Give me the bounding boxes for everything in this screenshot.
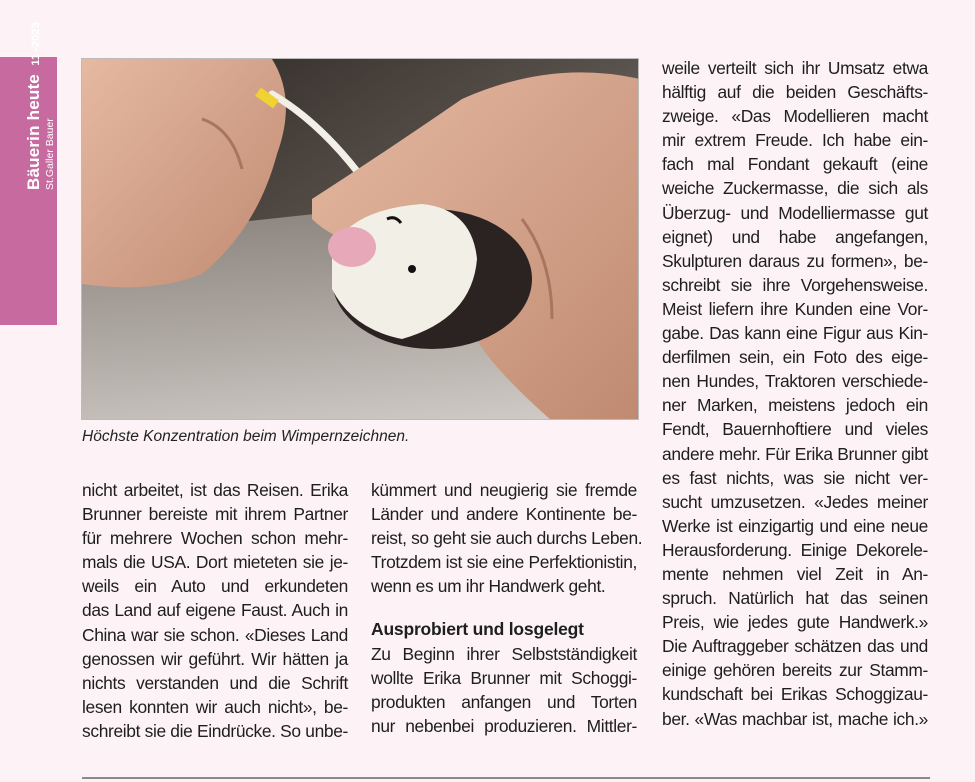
- text-line: zweige. «Das Modellieren macht: [662, 106, 928, 127]
- text-line: für mehrere Wochen schon mehr-: [82, 528, 348, 549]
- text-line: Herausforderung. Einige Dekorele-: [662, 539, 928, 560]
- text-line: hälftig auf die beiden Geschäfts-: [662, 82, 928, 103]
- text-line: produkten anfangen und Torten: [371, 691, 637, 712]
- text-line: mente nehmen viel Zeit in An-: [662, 563, 928, 584]
- text-column-2: [371, 478, 643, 738]
- text-line: mir extrem Freude. Ich habe ein-: [662, 130, 928, 151]
- text-line: nen Hundes, Traktoren verschiede-: [662, 371, 928, 392]
- text-line: wollte Erika Brunner mit Schoggi-: [371, 667, 637, 688]
- text-line: derfilmen sein, ein Foto des eige-: [662, 347, 928, 368]
- text-line: kundschaft bei Erikas Schoggizau-: [662, 684, 928, 705]
- bottom-rule: [82, 777, 930, 779]
- text-line: einige gehören bereits zur Stamm-: [662, 660, 928, 681]
- photo-cake-figure-icon: [82, 59, 639, 420]
- section-label: [24, 22, 56, 190]
- text-line: sucht umzusetzen. «Jedes meiner: [662, 491, 928, 512]
- text-column-1: [82, 478, 348, 743]
- text-line: nicht arbeitet, ist das Reisen. Erika: [82, 480, 348, 500]
- publisher-name: St.Galler Bauer: [44, 118, 56, 190]
- text-line: Fendt, Bauernhoftiere und vieles: [662, 419, 928, 440]
- text-line: lesen konnten wir auch nicht», be-: [82, 696, 348, 717]
- photo-caption: Höchste Konzentration beim Wimpernzeichnen.: [82, 428, 410, 445]
- text-line: eignet) und habe angefangen,: [662, 226, 928, 247]
- text-line: Zu Beginn ihrer Selbstständigkeit: [371, 643, 637, 664]
- text-line: weile verteilt sich ihr Umsatz etwa: [662, 58, 928, 78]
- text-line: China war sie schon. «Dieses Land: [82, 624, 348, 645]
- text-line: kümmert und neugierig sie fremde: [371, 480, 637, 500]
- text-line: andere mehr. Für Erika Brunner gibt: [662, 443, 928, 464]
- text-line: reist, so geht sie auch durchs Leben.: [371, 528, 643, 549]
- text-line: ner Marken, meistens jedoch ein: [662, 395, 928, 416]
- text-line: genossen wir geführt. Wir hätten ja: [82, 648, 348, 669]
- text-line: wenn es um ihr Handwerk geht.: [371, 576, 606, 597]
- text-line: das Land auf eigene Faust. Auch in: [82, 600, 348, 621]
- text-line: weiche Zuckermasse, die sich als: [662, 178, 928, 199]
- magazine-title: Bäuerin heute: [24, 74, 43, 190]
- text-line: Die Auftraggeber schätzen das und: [662, 636, 928, 657]
- text-line: Meist liefern ihre Kunden eine Vor-: [662, 298, 928, 319]
- text-line: ber. «Was machbar ist, mache ich.»: [662, 708, 928, 729]
- text-line: nur nebenbei produzieren. Mittler-: [371, 715, 637, 736]
- text-line: Trotzdem ist sie eine Perfektionistin,: [371, 552, 637, 573]
- article-photo: [81, 58, 639, 420]
- text-line: mals die USA. Dort mieteten sie je-: [82, 552, 348, 573]
- text-line: weils ein Auto und erkundeten: [82, 576, 348, 597]
- text-line: Länder und andere Kontinente be-: [371, 504, 637, 525]
- text-line: nichts verstanden und die Schrift: [82, 672, 348, 693]
- text-line: Überzug- und Modelliermasse gut: [662, 202, 928, 223]
- text-line: Werke ist einzigartig und eine neue: [662, 515, 928, 536]
- text-line: Brunner bereiste mit ihrem Partner: [82, 504, 348, 525]
- text-line: Preis, wie jedes gute Handwerk.»: [662, 612, 928, 633]
- text-line: es fast nichts, was sie nicht ver-: [662, 467, 928, 488]
- text-line: schreibt sie die Eindrücke. So unbe-: [82, 720, 348, 741]
- text-line: fach mal Fondant gekauft (eine: [662, 154, 928, 175]
- text-line: Skulpturen daraus zu formen», be-: [662, 250, 928, 271]
- section-heading: Ausprobiert und losgelegt: [371, 619, 584, 640]
- text-line: gabe. Das kann eine Figur aus Kin-: [662, 323, 928, 344]
- text-line: spruch. Natürlich hat das seinen: [662, 588, 928, 609]
- issue-number: 11–2023: [30, 21, 42, 66]
- text-line: schreibt sie ihre Vorgehensweise.: [662, 274, 928, 295]
- text-column-3: [662, 56, 928, 731]
